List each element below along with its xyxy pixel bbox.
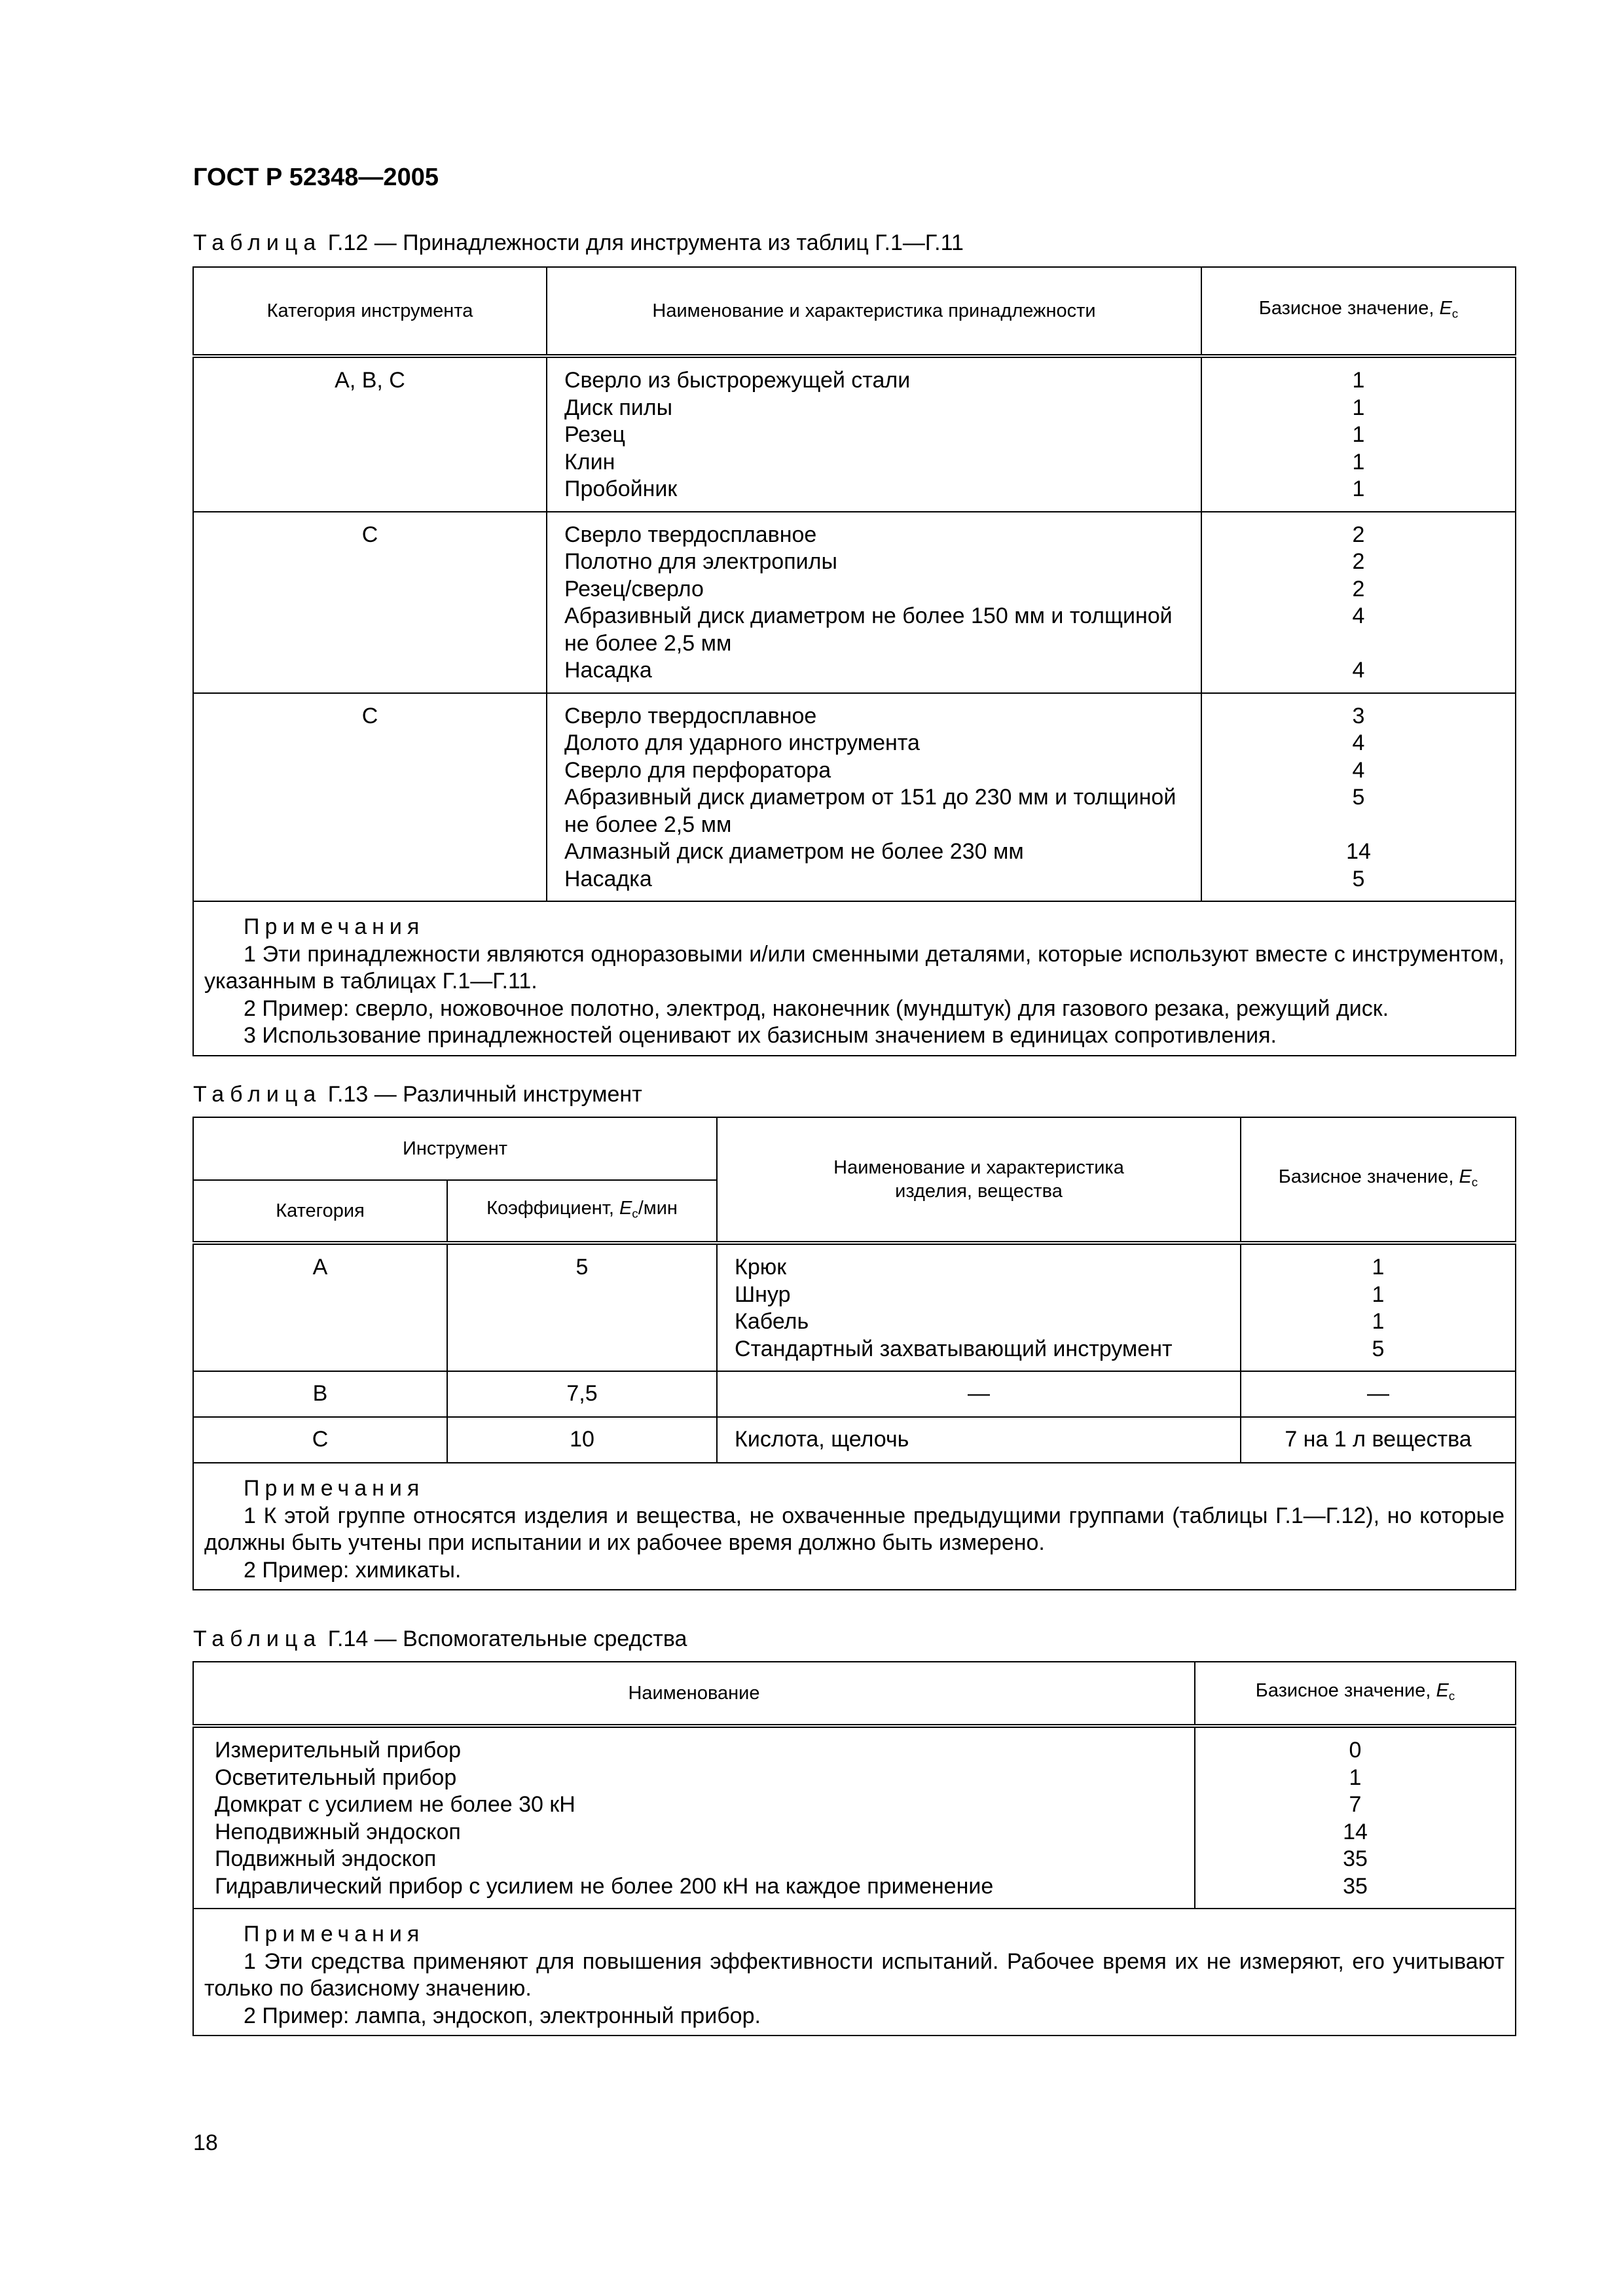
table13-notes bbox=[193, 1463, 1516, 1590]
table13-header-name: Наименование и характеристика изделия, вещества bbox=[717, 1117, 1241, 1243]
table13-row-a-values: 1 1 1 5 bbox=[1241, 1243, 1516, 1371]
table12-group3-values: 3 4 4 5 14 5 bbox=[1201, 693, 1516, 902]
table13-header-coef: Коэффициент, $E_c$/мин bbox=[447, 1180, 717, 1243]
table12-caption-text: Г.12 — Принадлежности для инструмента из таблиц Г.1—Г.11 bbox=[321, 230, 964, 255]
table13-row-c-category: С bbox=[193, 1417, 447, 1463]
table13-note-2: 2 Пример: химикаты. bbox=[244, 1557, 462, 1583]
table14-header-value: Базисное значение, $E_c$ bbox=[1195, 1662, 1516, 1726]
table14-header-name: Наименование bbox=[193, 1662, 1195, 1726]
table13-row-a bbox=[193, 1243, 1516, 1371]
table12-header-category: Категория инструмента bbox=[193, 267, 547, 356]
table13-row-b-category: В bbox=[193, 1371, 447, 1417]
table13-notes-row bbox=[193, 1463, 1516, 1590]
table12-caption bbox=[193, 230, 964, 256]
table12-header-name: Наименование и характеристика принадлежности bbox=[547, 267, 1201, 356]
table13-row-b bbox=[193, 1371, 1516, 1417]
table13-row-c bbox=[193, 1417, 1516, 1463]
table14-items-row bbox=[193, 1726, 1516, 1909]
table12-notes-row bbox=[193, 901, 1516, 1056]
table14-notes-heading: Примечания bbox=[244, 1922, 425, 1946]
table12-note-3: 3 Использование принадлежностей оценивают их базисным значением в единицах сопротивления. bbox=[244, 1023, 1277, 1048]
table14-notes-row bbox=[193, 1909, 1516, 2036]
table14-names: Измерительный прибор Осветительный прибор Домкрат с усилием не более 30 кН Неподвижный эндоскоп Подвижный эндоскоп Гидравлический прибор с усилием не более 200 кН на каждое применение bbox=[193, 1726, 1195, 1909]
table12-notes-heading: Примечания bbox=[244, 914, 425, 939]
table13-row-a-names: Крюк Шнур Кабель Стандартный захватывающий инструмент bbox=[717, 1243, 1241, 1371]
table12-group-row bbox=[193, 356, 1516, 512]
table14-note-2: 2 Пример: лампа, эндоскоп, электронный прибор. bbox=[244, 2003, 761, 2028]
table12-header-value: Базисное значение, $E_c$ bbox=[1201, 267, 1516, 356]
table12-group2-values: 2 2 2 4 4 bbox=[1201, 512, 1516, 693]
table13-caption bbox=[193, 1082, 642, 1107]
page-number: 18 bbox=[193, 2130, 218, 2155]
table12-caption-prefix: Таблица bbox=[193, 230, 322, 255]
table13-caption-text: Г.13 — Различный инструмент bbox=[321, 1082, 642, 1107]
table14-caption bbox=[193, 1626, 687, 1652]
table12-group-row bbox=[193, 512, 1516, 693]
table13 bbox=[192, 1117, 1516, 1590]
table13-row-a-category: А bbox=[193, 1243, 447, 1371]
table12-group1-values: 1 1 1 1 1 bbox=[1201, 356, 1516, 512]
table13-row-b-coef: 7,5 bbox=[447, 1371, 717, 1417]
table12-group1-names: Сверло из быстрорежущей стали Диск пилы Резец Клин Пробойник bbox=[547, 356, 1201, 512]
table12-group2-names: Сверло твердосплавное Полотно для электропилы Резец/сверло Абразивный диск диаметром не более 150 мм и толщиной не более 2,5 мм Насадка bbox=[547, 512, 1201, 693]
table12-group-row bbox=[193, 693, 1516, 902]
table13-header-category: Категория bbox=[193, 1180, 447, 1243]
table12-note-1: 1 Эти принадлежности являются одноразовыми и/или сменными деталями, которые используют вместе с инструментом, указанным в таблицах Г.1—Г.11. bbox=[204, 941, 1504, 994]
table13-note-1: 1 К этой группе относятся изделия и вещества, не охваченные предыдущими группами (таблицы Г.1—Г.12), но которые должны быть учтены при испытании и их рабочее время должно быть измерено. bbox=[204, 1503, 1505, 1555]
table12 bbox=[192, 266, 1516, 1056]
table13-header-instrument: Инструмент bbox=[193, 1117, 717, 1180]
table12-group2-category: С bbox=[193, 512, 547, 693]
table13-row-b-name: — bbox=[717, 1371, 1241, 1417]
table12-note-2: 2 Пример: сверло, ножовочное полотно, электрод, наконечник (мундштук) для газового резака, режущий диск. bbox=[244, 996, 1389, 1021]
table13-row-c-coef: 10 bbox=[447, 1417, 717, 1463]
table12-notes bbox=[193, 901, 1516, 1056]
table12-group3-names: Сверло твердосплавное Долото для ударного инструмента Сверло для перфоратора Абразивный диск диаметром от 151 до 230 мм и толщиной не более 2,5 мм Алмазный диск диаметром не более 230 мм Насадка bbox=[547, 693, 1201, 902]
table12-group3-category: С bbox=[193, 693, 547, 902]
table13-row-c-name: Кислота, щелочь bbox=[717, 1417, 1241, 1463]
table14-caption-prefix: Таблица bbox=[193, 1626, 322, 1651]
table12-group1-category: А, В, С bbox=[193, 356, 547, 512]
table14-note-1: 1 Эти средства применяют для повышения эффективности испытаний. Рабочее время их не измеряют, его учитывают только по базисному значению. bbox=[204, 1948, 1504, 2001]
table13-row-b-value: — bbox=[1241, 1371, 1516, 1417]
table13-caption-prefix: Таблица bbox=[193, 1082, 322, 1107]
table14 bbox=[192, 1661, 1516, 2036]
table13-notes-heading: Примечания bbox=[244, 1476, 425, 1501]
table13-row-c-value: 7 на 1 л вещества bbox=[1241, 1417, 1516, 1463]
table13-header-value: Базисное значение, $E_c$ bbox=[1241, 1117, 1516, 1243]
table14-notes bbox=[193, 1909, 1516, 2036]
table14-values: 0 1 7 14 35 35 bbox=[1195, 1726, 1516, 1909]
table14-caption-text: Г.14 — Вспомогательные средства bbox=[321, 1626, 687, 1651]
table13-row-a-coef: 5 bbox=[447, 1243, 717, 1371]
document-title: ГОСТ Р 52348—2005 bbox=[193, 164, 439, 191]
